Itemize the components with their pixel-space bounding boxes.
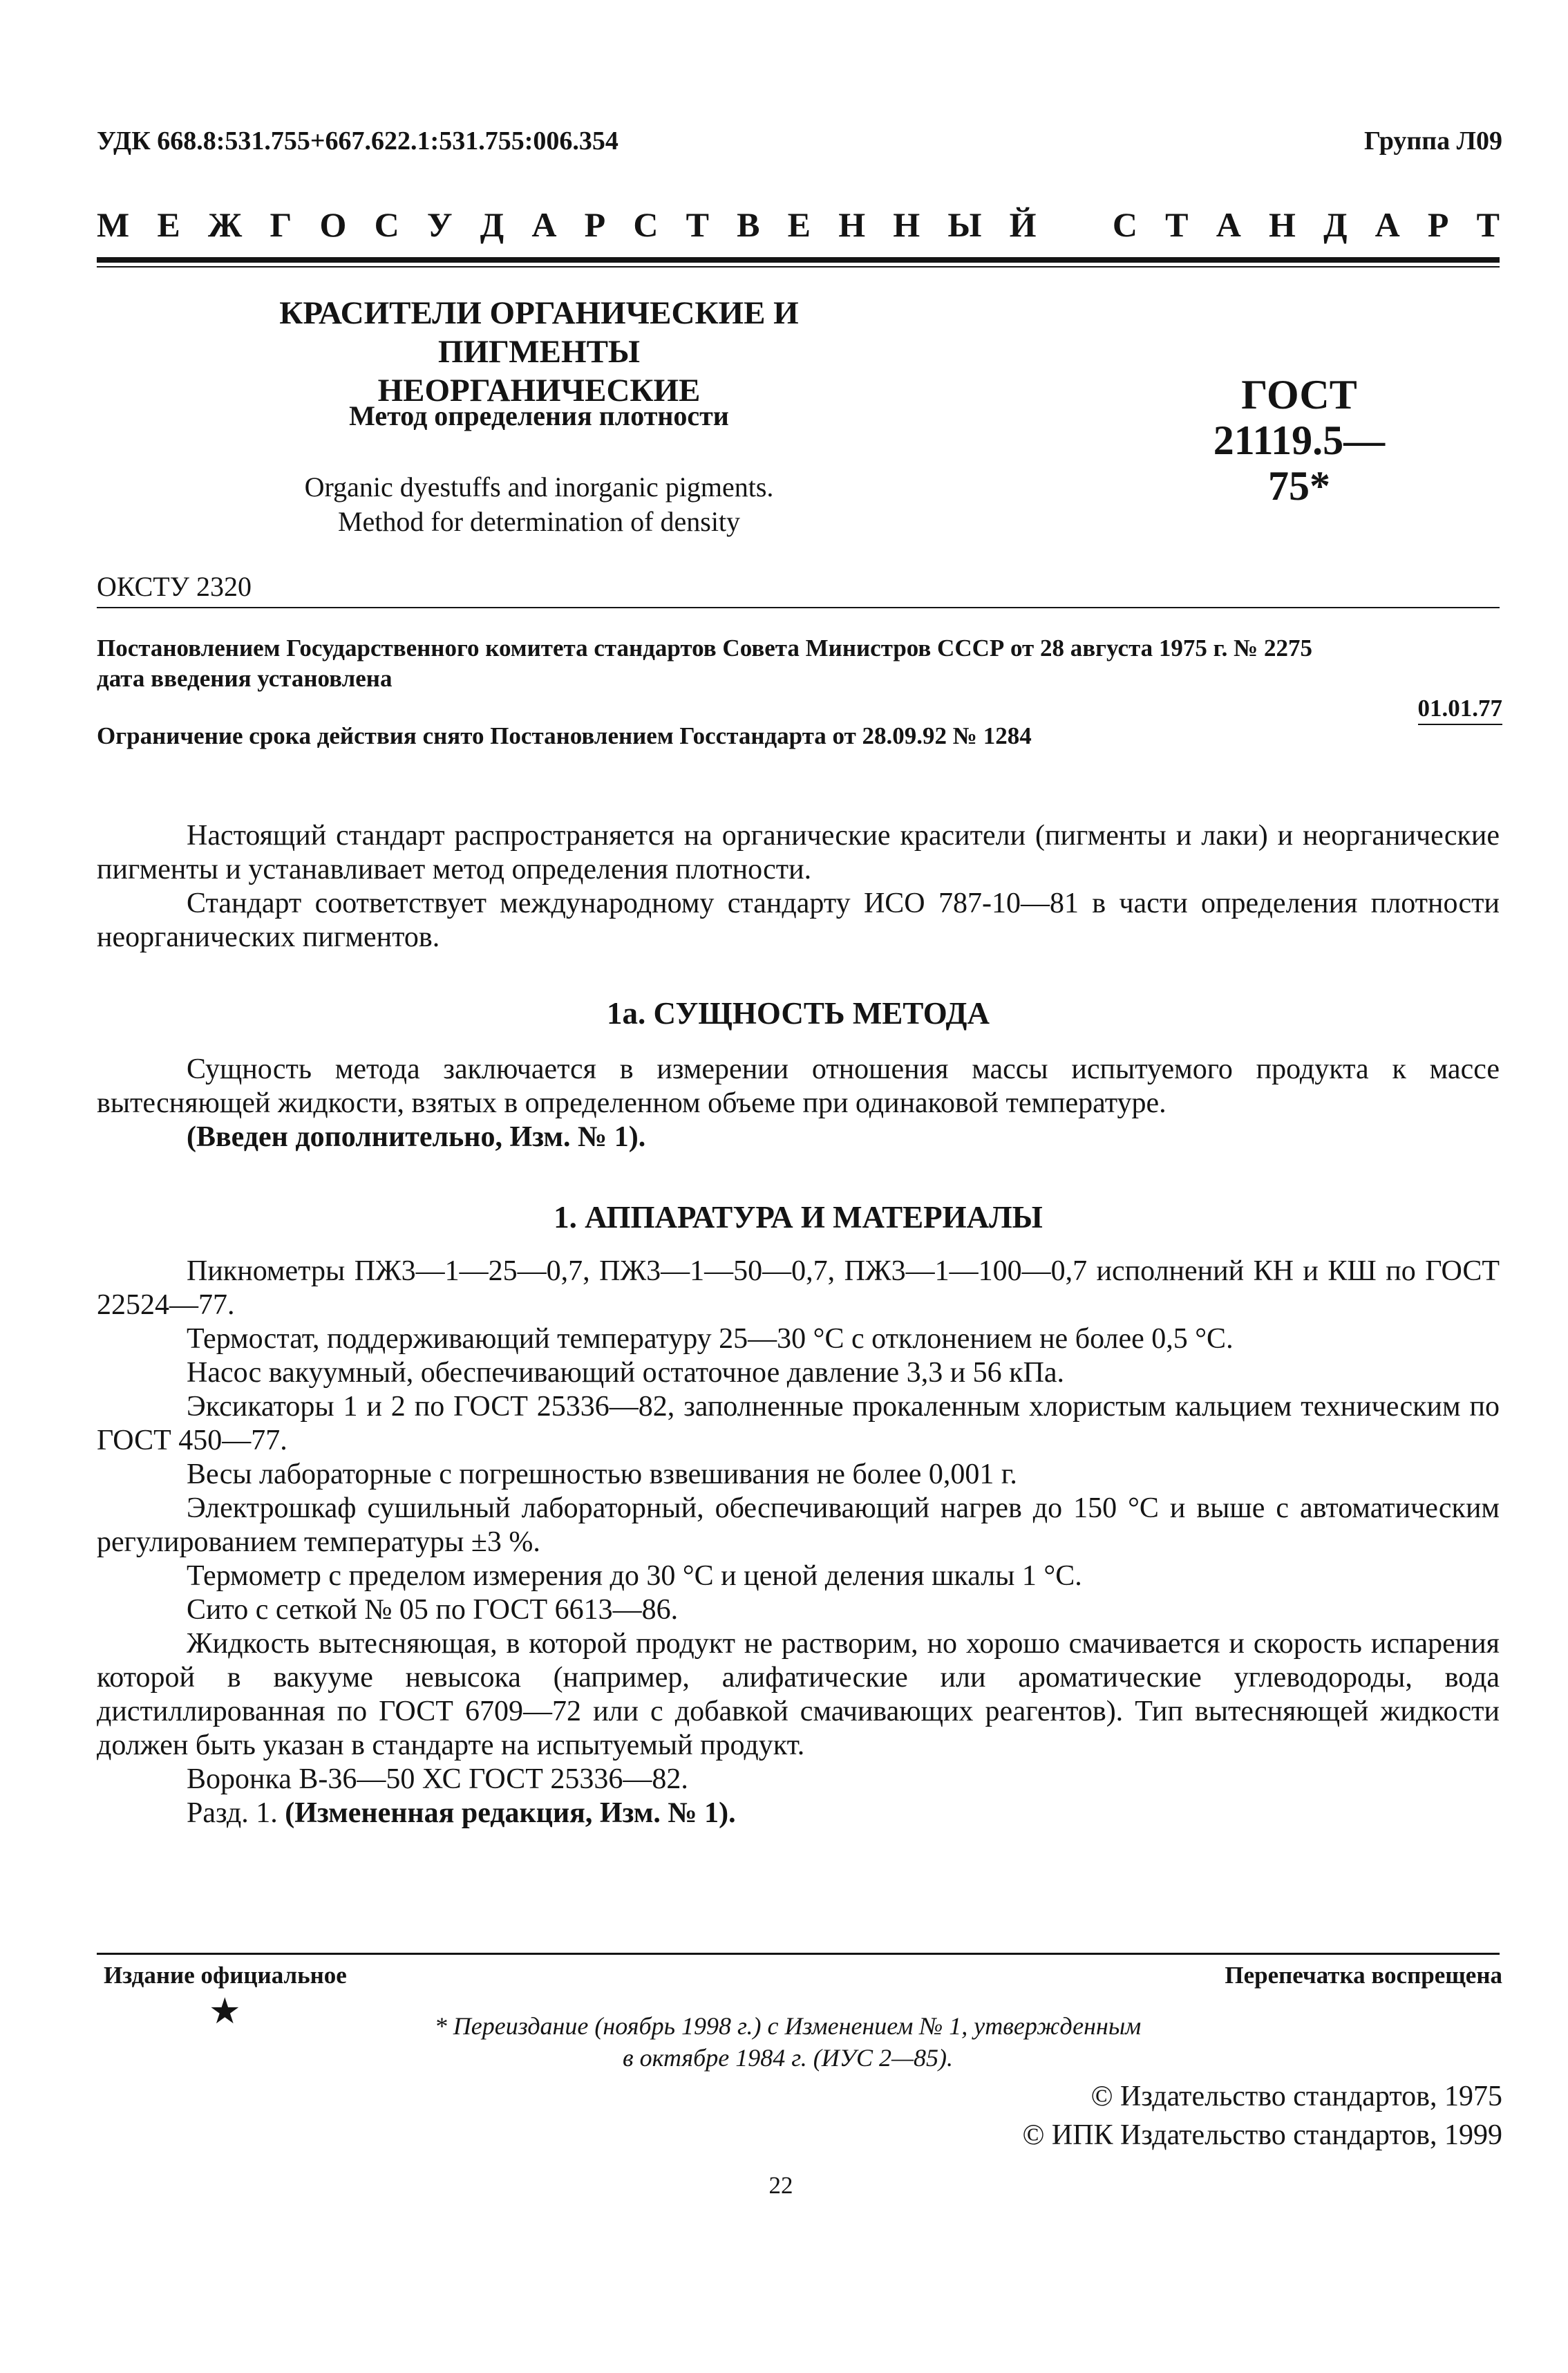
gost-label: ГОСТ — [1241, 372, 1357, 418]
banner-letter: С — [633, 205, 659, 244]
apparatus-item: Воронка В-36—50 ХС ГОСТ 25336—82. — [187, 1763, 688, 1795]
apparatus-item: Термостат, поддерживающий температуру 25—30 °С с отклонением не более 0,5 °С. — [187, 1323, 1234, 1355]
gost-designation — [1189, 372, 1410, 509]
section-1-heading: 1. АППАРАТУРА И МАТЕРИАЛЫ — [554, 1200, 1043, 1235]
banner-letter: А — [1216, 205, 1241, 244]
decree-line-1: Постановлением Государственного комитета стандартов Совета Министров СССР от 28 августа 1975 г. № 2275 — [97, 635, 1312, 662]
banner-letter: Н — [893, 205, 920, 244]
banner-letter: Й — [1009, 205, 1037, 244]
apparatus-item: Термометр с пределом измерения до 30 °С и ценой деления шкалы 1 °С. — [187, 1560, 1082, 1592]
section-1-note-prefix: Разд. 1. — [187, 1797, 278, 1829]
banner-letter: М — [97, 205, 130, 244]
standard-banner — [97, 200, 1500, 249]
apparatus-item: Эксикаторы 1 и 2 по ГОСТ 25336—82, заполненные прокаленным хлористым кальцием техническим по ГОСТ 450—77. — [97, 1391, 1500, 1456]
document-title — [193, 294, 885, 410]
banner-letter: Ж — [207, 205, 243, 244]
banner-letter: Д — [1323, 205, 1348, 244]
apparatus-item: Жидкость вытесняющая, в которой продукт не растворим, но хорошо смачивается и скорость испарения которой в вакууме невысока (например, алифатические или ароматические углеводороды, вода дистиллированная по ГОСТ 6709—72 или с добавкой смачивающих реагентов). Тип вытесняющей жидкости должен быть указан в стандарте на испытуемый продукт. — [97, 1628, 1500, 1761]
introduction-date: 01.01.77 — [1418, 695, 1503, 725]
apparatus-item: Весы лабораторные с погрешностью взвешивания не более 0,001 г. — [187, 1458, 1017, 1490]
banner-letter: Т — [686, 205, 709, 244]
banner-rule-thin — [97, 266, 1500, 268]
gost-number: 21119.5—75* — [1213, 418, 1386, 509]
banner-letter: Е — [787, 205, 811, 244]
official-edition: Издание официальное — [104, 1962, 347, 1989]
method-subtitle: Метод определения плотности — [349, 400, 729, 431]
copyright-block — [1022, 2077, 1502, 2155]
banner-rule-thick — [97, 257, 1500, 263]
title-line-2: НЕОРГАНИЧЕСКИЕ — [377, 373, 701, 409]
reprint-prohibited: Перепечатка воспрещена — [1225, 1962, 1502, 1989]
intro-paragraph-1: Настоящий стандарт распространяется на органические красители (пигменты и лаки) и неорганические пигменты и устанавливает метод определения плотности. — [97, 820, 1500, 885]
banner-letter: Н — [1268, 205, 1296, 244]
banner-letter: Н — [838, 205, 866, 244]
banner-letter: Д — [480, 205, 504, 244]
section-1-note — [97, 1797, 1500, 1830]
banner-letter: У — [426, 205, 453, 244]
banner-letter: В — [737, 205, 760, 244]
section-1a-body — [97, 1053, 1500, 1154]
english-title — [193, 470, 885, 539]
banner-letter: О — [319, 205, 347, 244]
banner-letter: А — [531, 205, 557, 244]
reissue-note — [318, 2010, 1258, 2074]
decree-line-2: дата введения установлена — [97, 665, 393, 692]
apparatus-item: Пикнометры ПЖ3—1—25—0,7, ПЖ3—1—50—0,7, ПЖ3—1—100—0,7 исполнений КН и КШ по ГОСТ 22524—77. — [97, 1255, 1500, 1321]
apparatus-list — [97, 1255, 1500, 1830]
apparatus-item: Электрошкаф сушильный лабораторный, обеспечивающий нагрев до 150 °С и выше с автоматическим регулированием температуры ±3 %. — [97, 1492, 1500, 1558]
copyright-1975: © Издательство стандартов, 1975 — [1090, 2081, 1502, 2112]
okstu-code: ОКСТУ 2320 — [97, 571, 252, 602]
section-1a-paragraph: Сущность метода заключается в измерении отношения массы испытуемого продукта к массе вытесняющей жидкости, взятых в определенном объеме при одинаковой температуре. — [97, 1053, 1500, 1119]
banner-letter: С — [374, 205, 399, 244]
banner-letter: Г — [270, 205, 292, 244]
intro-text — [97, 819, 1500, 955]
banner-letter: Ы — [947, 205, 982, 244]
apparatus-item: Сито с сеткой № 05 по ГОСТ 6613—86. — [187, 1594, 679, 1626]
apparatus-item: Насос вакуумный, обеспечивающий остаточное давление 3,3 и 56 кПа. — [187, 1357, 1065, 1389]
okstu-rule — [97, 607, 1500, 608]
banner-letter: Т — [1476, 205, 1500, 244]
intro-paragraph-2: Стандарт соответствует международному стандарту ИСО 787-10—81 в части определения плотности неорганических пигментов. — [97, 888, 1500, 953]
group-code: Группа Л09 — [1363, 126, 1502, 156]
english-title-line-2: Method for determination of density — [337, 506, 741, 537]
reissue-line-1: * Переиздание (ноябрь 1998 г.) с Изменением № 1, утвержденным — [434, 2012, 1142, 2040]
star-icon: ★ — [209, 1991, 241, 2032]
section-1-note-bold: (Измененная редакция, Изм. № 1). — [285, 1797, 736, 1829]
title-line-1: КРАСИТЕЛИ ОРГАНИЧЕСКИЕ И ПИГМЕНТЫ — [279, 295, 799, 370]
banner-letter: Р — [1427, 205, 1449, 244]
udk-code: УДК 668.8:531.755+667.622.1:531.755:006.354 — [97, 126, 618, 156]
banner-letter: С — [1112, 205, 1137, 244]
footer-rule — [97, 1953, 1500, 1955]
copyright-1999: © ИПК Издательство стандартов, 1999 — [1022, 2119, 1502, 2151]
restriction-note: Ограничение срока действия снято Постановлением Госстандарта от 28.09.92 № 1284 — [97, 722, 1032, 749]
banner-letter: Р — [584, 205, 606, 244]
banner-letter: Е — [157, 205, 180, 244]
banner-letter: А — [1375, 205, 1400, 244]
section-1a-heading: 1а. СУЩНОСТЬ МЕТОДА — [606, 996, 990, 1031]
banner-letter: Т — [1165, 205, 1189, 244]
page-number: 22 — [768, 2172, 793, 2199]
section-1a-note: (Введен дополнительно, Изм. № 1). — [187, 1121, 646, 1153]
english-title-line-1: Organic dyestuffs and inorganic pigments. — [304, 471, 774, 503]
reissue-line-2: в октябре 1984 г. (ИУС 2—85). — [622, 2044, 954, 2072]
